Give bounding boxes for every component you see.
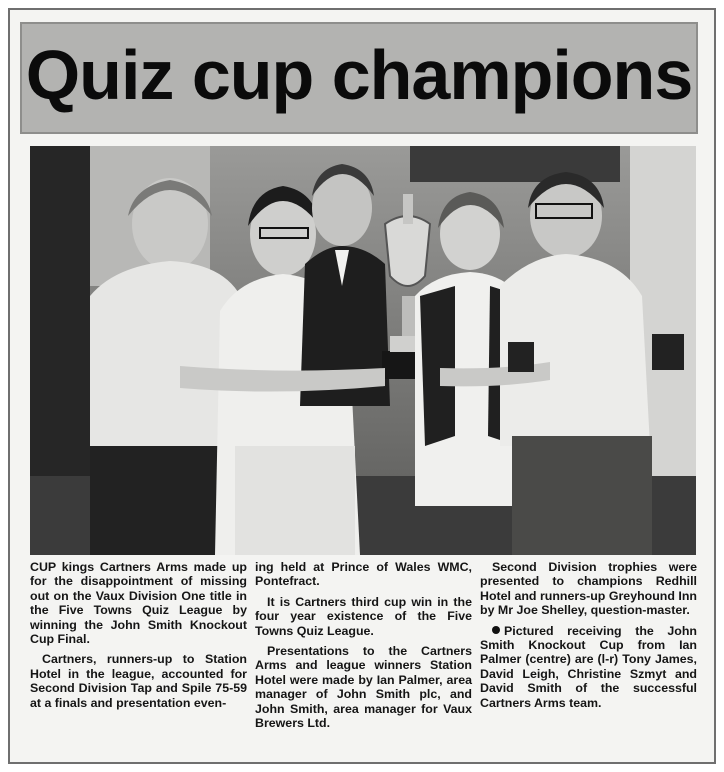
caption-text: Pictured receiving the John Smith Knockout Cup from Ian Palmer (centre) are (l-r) Tony James, David Leigh, Christine Szmyt and David Smith of the successful Cartners Arms team.	[480, 623, 697, 710]
photo-illustration	[30, 146, 696, 555]
paragraph: Second Division trophies were presented to champions Redhill Hotel and runners-up Greyhound Inn by Mr Joe Shelley, question-master.	[480, 560, 697, 618]
paragraph: Presentations to the Cartners Arms and league winners Station Hotel were made by Ian Palmer, area manager of John Smith plc, and John Smith, area manager for Vaux Brewers Ltd.	[255, 644, 472, 731]
paragraph: It is Cartners third cup win in the four year existence of the Five Towns Quiz League.	[255, 594, 472, 638]
bullet-icon	[492, 626, 500, 634]
article-column-2	[255, 560, 472, 750]
paragraph: Cartners, runners-up to Station Hotel in the league, accounted for Second Division Tap and Spile 75-59 at a finals and presentation even-	[30, 652, 247, 710]
paragraph: ing held at Prince of Wales WMC, Pontefract.	[255, 560, 472, 589]
paragraph: CUP kings Cartners Arms made up for the disappointment of missing out on the Vaux Division One title in the Five Towns Quiz League by winning the John Smith Knockout Cup Final.	[30, 560, 247, 647]
article-body	[30, 560, 698, 750]
headline: Quiz cup champions	[25, 36, 693, 114]
headline-box	[20, 22, 698, 134]
team-photo	[30, 146, 696, 555]
caption-paragraph	[480, 624, 697, 710]
article-column-1	[30, 560, 247, 750]
article-column-3	[480, 560, 697, 750]
